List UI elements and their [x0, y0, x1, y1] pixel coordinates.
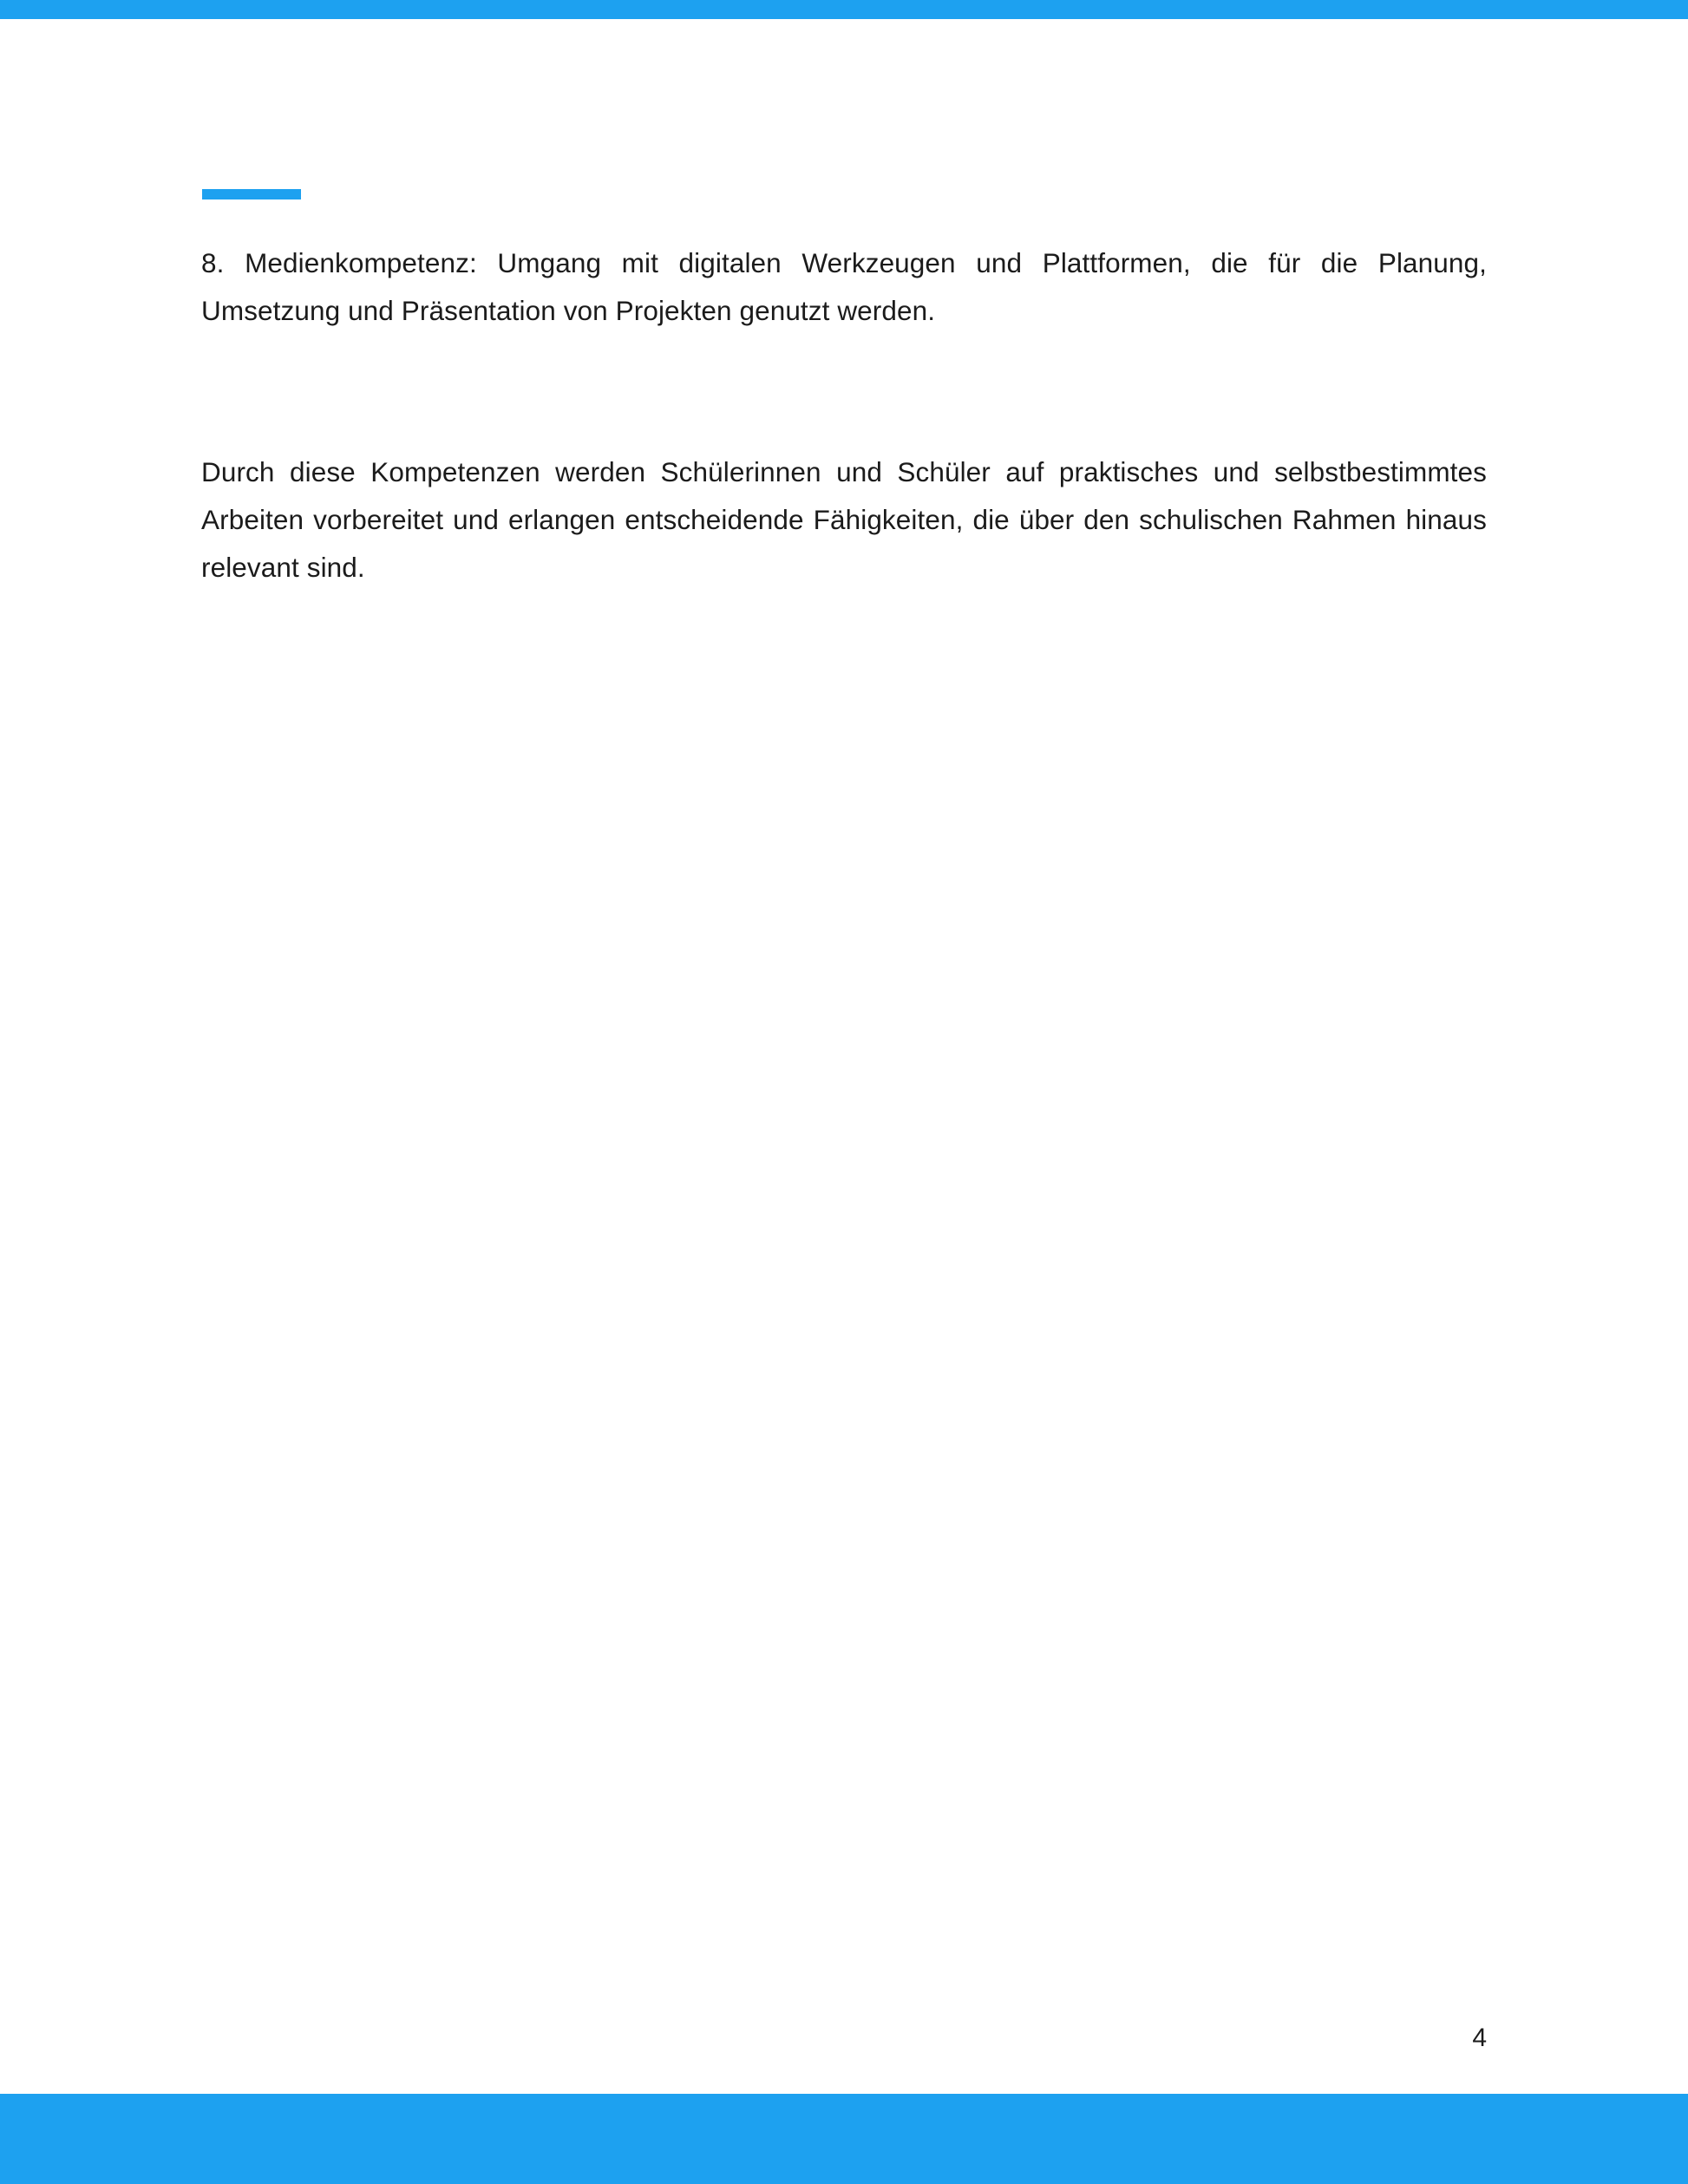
- body-content: [201, 239, 1487, 592]
- top-accent-band: [0, 0, 1688, 19]
- bottom-accent-band: [0, 2094, 1688, 2184]
- section-accent-rule: [202, 189, 301, 199]
- page-number: 4: [1472, 2024, 1487, 2052]
- body-paragraph-competency-item: 8. Medienkompetenz: Umgang mit digitalen Werkzeugen und Plattformen, die für die Planung, Umsetzung und Präsentation von Projekten genutzt werden.: [201, 247, 1487, 326]
- body-paragraph-summary: Durch diese Kompetenzen werden Schülerinnen und Schüler auf praktisches und selbstbestimmtes Arbeiten vorbereitet und erlangen entscheidende Fähigkeiten, die über den schulischen Rahmen hinaus relevant sind.: [201, 456, 1487, 583]
